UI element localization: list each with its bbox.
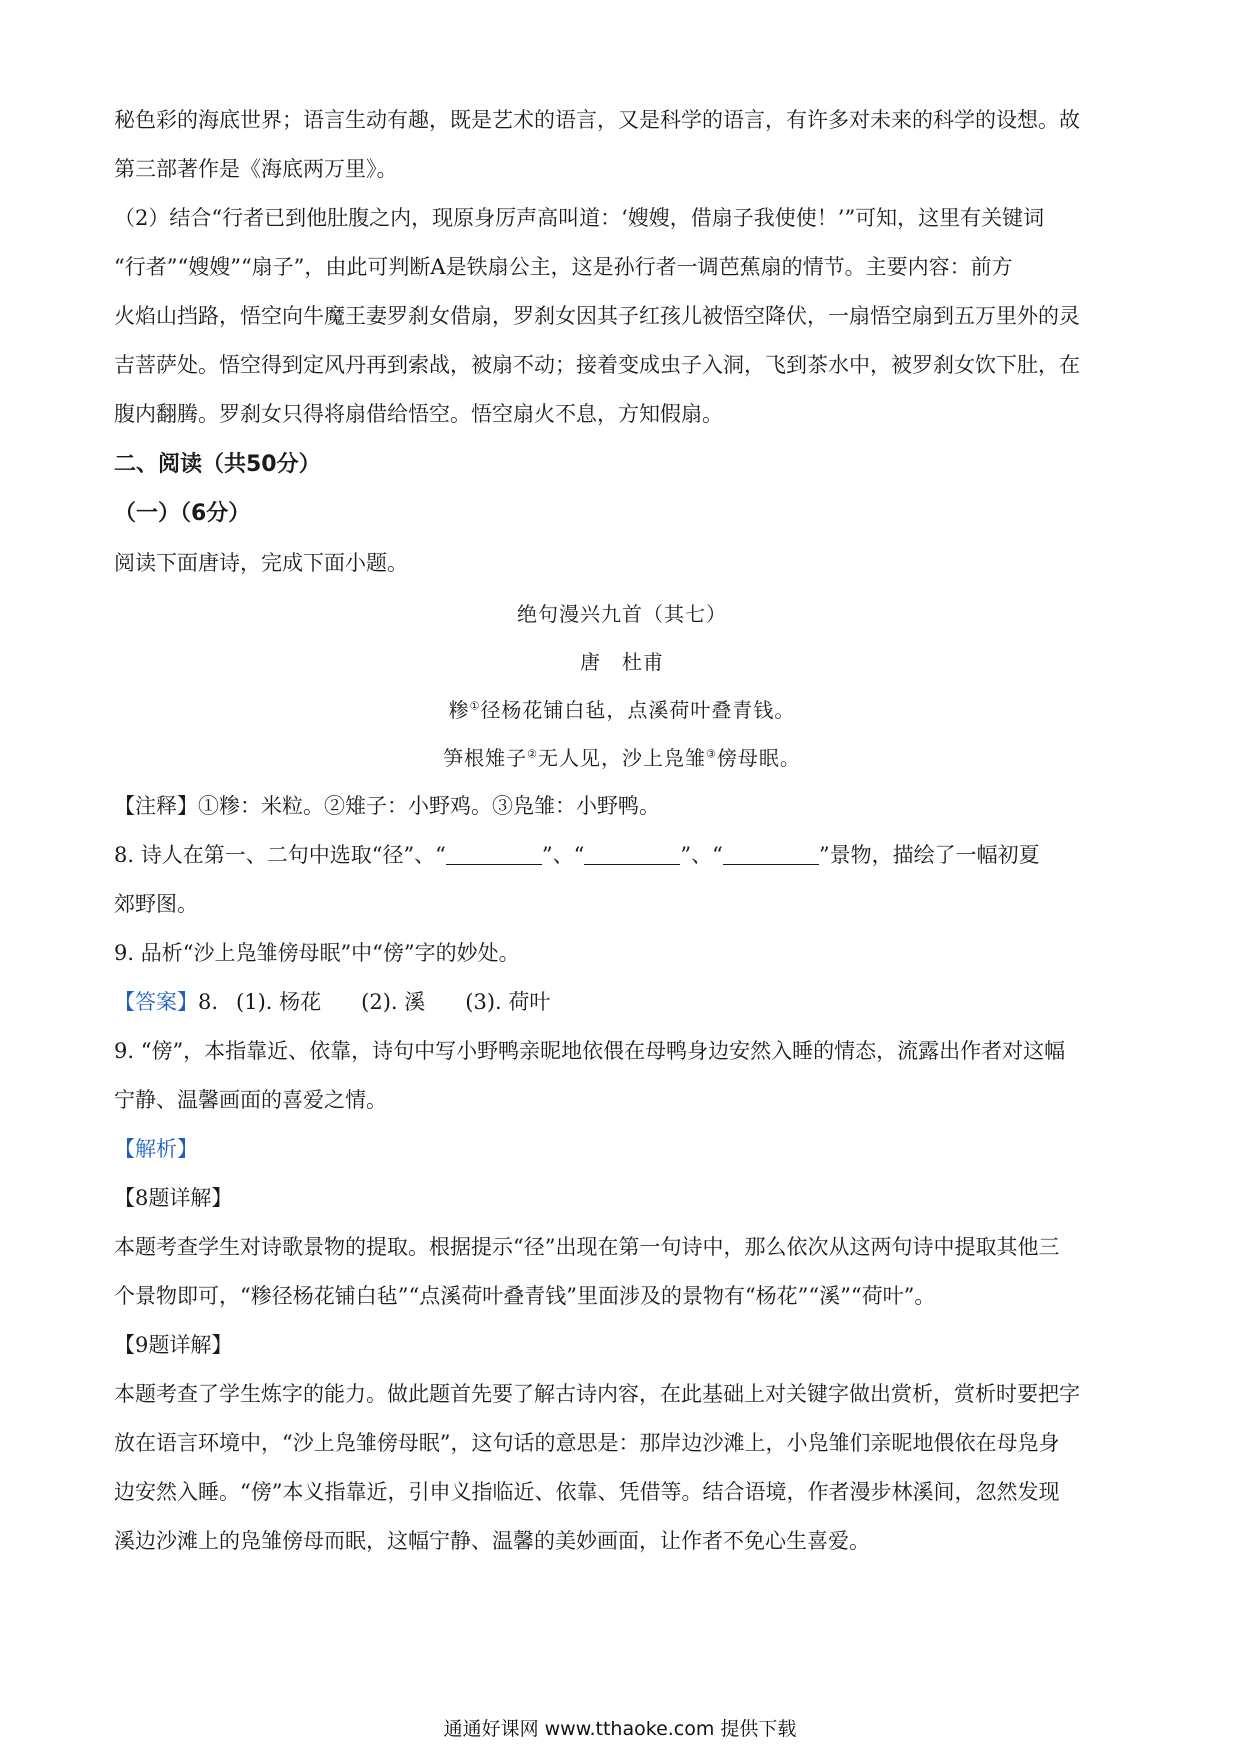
paragraph-line: “行者”“嫂嫂”“扇子”，由此可判断A是铁扇公主，这是孙行者一调芭蕉扇的情节。主要内容：前方 <box>114 255 1013 279</box>
answer-number: 8. <box>198 990 219 1014</box>
paragraph-line: 秘色彩的海底世界；语言生动有趣，既是艺术的语言，又是科学的语言，有许多对未来的科学的设想。故 <box>114 108 1080 132</box>
sub-section-title: （一）（6分） <box>114 501 251 526</box>
question-text: ”、“ <box>680 843 723 867</box>
answer-item: (3). 荷叶 <box>465 990 551 1014</box>
poem-text: 无人见，沙上凫雏 <box>538 746 706 770</box>
question-text: ”景物，描绘了一幅初夏 <box>818 843 1040 867</box>
poem-text: 糁 <box>448 698 470 722</box>
answer-label: 【答案】 <box>114 990 198 1014</box>
detail-9-line: 放在语言环境中，“沙上凫雏傍母眠”，这句话的意思是：那岸边沙滩上，小凫雏们亲昵地偎依在母凫身 <box>114 1431 1060 1455</box>
paragraph-line: 吉菩萨处。悟空得到定风丹再到索战，被扇不动；接着变成虫子入洞，飞到茶水中，被罗刹女饮下肚，在 <box>114 353 1080 377</box>
poem-line-2 <box>114 734 1130 782</box>
detail-8-line: 个景物即可，“糁径杨花铺白毡”“点溪荷叶叠青钱”里面涉及的景物有“杨花”“溪”“荷叶”。 <box>114 1284 936 1308</box>
question-8 <box>114 831 1130 880</box>
question-9: 9. 品析“沙上凫雏傍母眠”中“傍”字的妙处。 <box>114 941 520 965</box>
footnote-marker: ① <box>469 699 481 713</box>
question-text: 8. 诗人在第一、二句中选取“径”、“ <box>114 843 446 867</box>
poem-author: 唐 杜甫 <box>580 650 664 674</box>
detail-8-label: 【8题详解】 <box>114 1186 233 1210</box>
answer-blank <box>723 842 819 865</box>
answer-item: (1). 杨花 <box>236 990 322 1014</box>
detail-9-line: 溪边沙滩上的凫雏傍母而眠，这幅宁静、温馨的美妙画面，让作者不免心生喜爱。 <box>114 1529 870 1553</box>
question-8-cont: 郊野图。 <box>114 892 198 916</box>
detail-9-line: 边安然入睡。“傍”本义指靠近，引申义指临近、依靠、凭借等。结合语境，作者漫步林溪间，忽然发现 <box>114 1480 1060 1504</box>
answer-blank <box>584 842 680 865</box>
detail-9-label: 【9题详解】 <box>114 1333 233 1357</box>
answer-row <box>114 978 1130 1027</box>
answer-9-line: 9. “傍”，本指靠近、依靠，诗句中写小野鸭亲昵地依偎在母鸭身边安然入睡的情态，流露出作者对这幅 <box>114 1039 1066 1063</box>
poem-line-1 <box>114 686 1130 734</box>
paragraph-line: 第三部著作是《海底两万里》。 <box>114 157 398 181</box>
instruction-text: 阅读下面唐诗，完成下面小题。 <box>114 551 408 575</box>
paragraph-line: 火焰山挡路，悟空向牛魔王妻罗刹女借扇，罗刹女因其子红孩儿被悟空降伏，一扇悟空扇到五万里外的灵 <box>114 304 1080 328</box>
poem-text: 笋根雉子 <box>443 746 528 770</box>
detail-8-line: 本题考查学生对诗歌景物的提取。根据提示“径”出现在第一句诗中，那么依次从这两句诗中提取其他三 <box>114 1235 1060 1259</box>
poem-title: 绝句漫兴九首（其七） <box>517 602 727 626</box>
answer-item: (2). 溪 <box>361 990 426 1014</box>
poem-text: 径杨花铺白毡，点溪荷叶叠青钱。 <box>480 698 796 722</box>
question-text: ”、“ <box>541 843 585 867</box>
paragraph-line: （2）结合“行者已到他肚腹之内，现原身厉声高叫道：‘嫂嫂，借扇子我使使！’”可知，这里有关键词 <box>114 206 1045 230</box>
footnote-marker: ② <box>527 747 538 761</box>
analysis-label: 【解析】 <box>114 1137 198 1161</box>
paragraph-line: 腹内翻腾。罗刹女只得将扇借给悟空。悟空扇火不息，方知假扇。 <box>114 402 723 426</box>
answer-blank <box>446 842 542 865</box>
page-footer: 通通好课网 www.tthaoke.com 提供下载 <box>443 1718 797 1740</box>
footnote-marker: ③ <box>706 747 717 761</box>
detail-9-line: 本题考查了学生炼字的能力。做此题首先要了解古诗内容，在此基础上对关键字做出赏析，赏析时要把字 <box>114 1382 1080 1406</box>
section-title: 二、阅读（共50分） <box>114 452 321 477</box>
answer-9-line: 宁静、温馨画面的喜爱之情。 <box>114 1088 387 1112</box>
document-body <box>114 96 1130 1566</box>
poem-notes: 【注释】①糁：米粒。②雉子：小野鸡。③凫雏：小野鸭。 <box>114 794 660 818</box>
poem-text: 傍母眠。 <box>716 746 801 770</box>
